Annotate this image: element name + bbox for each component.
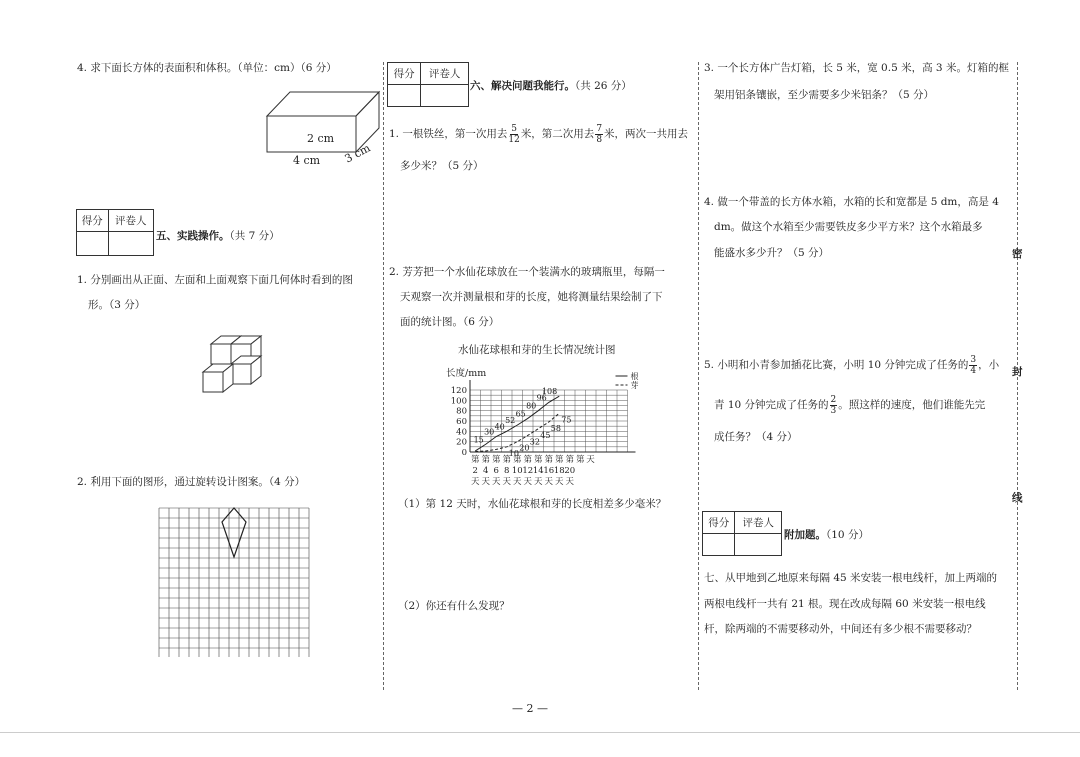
right-q5-line3: 成任务？（4 分） bbox=[714, 431, 798, 443]
chart-x-tick-prefix: 第 bbox=[491, 455, 501, 465]
grader-label: 评卷人 bbox=[108, 210, 153, 232]
chart-x-tick-prefix: 第 bbox=[481, 455, 491, 465]
chart-x-tick-prefix: 第 bbox=[565, 455, 575, 465]
root-point-label: 108 bbox=[541, 387, 558, 397]
score-label: 得分 bbox=[388, 63, 421, 85]
section6-heading bbox=[470, 78, 632, 93]
score-box-section6 bbox=[387, 62, 469, 107]
grader-label: 评卷人 bbox=[735, 512, 782, 534]
chart-ylabel: 长度/mm bbox=[446, 368, 487, 379]
root-point-label: 80 bbox=[526, 401, 537, 411]
cube-solid-figure bbox=[195, 330, 275, 405]
extra-heading bbox=[784, 527, 869, 542]
extra-title: 附加题。 bbox=[784, 529, 826, 541]
score-cell[interactable] bbox=[703, 534, 735, 556]
chart-x-tick-prefix: 第 bbox=[554, 455, 564, 465]
chart-x-tick-prefix: 第 bbox=[512, 455, 522, 465]
chart-x-tick-label: 8 bbox=[504, 466, 510, 476]
middle-q2-line1: 2. 芳芳把一个水仙花球放在一个装满水的玻璃瓶里，每隔一 bbox=[389, 266, 665, 278]
chart-y-tick-label: 40 bbox=[456, 427, 467, 438]
chart-x-tick-prefix: 第 bbox=[575, 455, 585, 465]
chart-x-tick-prefix: 第 bbox=[502, 455, 512, 465]
root-point-label: 40 bbox=[494, 422, 505, 432]
chart-x-tick-label: 6 bbox=[493, 466, 499, 476]
right-q3-line2: 架用铝条镶嵌，至少需要多少米铝条？（5 分） bbox=[714, 89, 935, 101]
seal-word-3: 线 bbox=[1012, 492, 1023, 504]
section5-title: 五、实践操作。 bbox=[156, 230, 230, 242]
chart-x-tick-label: 14 bbox=[532, 466, 544, 476]
bud-point-label: 75 bbox=[561, 415, 572, 425]
bud-point-label: 20 bbox=[519, 443, 530, 453]
score-cell[interactable] bbox=[77, 232, 109, 256]
chart-x-tick-suffix: 天 bbox=[502, 477, 512, 487]
chart-y-tick-label: 0 bbox=[461, 448, 467, 458]
middle-sub2: （2）你还有什么发现？ bbox=[398, 600, 510, 612]
chart-y-tick-label: 80 bbox=[456, 406, 467, 417]
middle-q1-line2: 多少米？（5 分） bbox=[400, 160, 484, 172]
legend-root-label: 根 bbox=[630, 372, 639, 381]
chart-x-tick-label: 4 bbox=[483, 466, 489, 476]
section5-heading bbox=[156, 228, 280, 243]
fraction-3-4: $\frac{3}{4}$ bbox=[970, 354, 977, 376]
chart-x-tick-label: 12 bbox=[522, 466, 534, 476]
cuboid-width-label: 3 cm bbox=[342, 141, 373, 166]
root-point-label: 15 bbox=[473, 435, 484, 445]
series-root-line bbox=[475, 396, 559, 451]
chart-x-tick-suffix: 天 bbox=[533, 477, 543, 487]
cuboid-figure bbox=[255, 80, 385, 170]
fraction-2-3: $\frac{2}{3}$ bbox=[830, 394, 837, 416]
bud-point-label: 10 bbox=[508, 448, 519, 458]
middle-sub1: （1）第 12 天时，水仙花球根和芽的长度相差多少毫米？ bbox=[398, 498, 667, 510]
growth-line-chart bbox=[440, 362, 655, 487]
grader-cell[interactable] bbox=[421, 85, 469, 107]
chart-x-tick-suffix: 天 bbox=[523, 477, 533, 487]
page-number: — 2 — bbox=[512, 702, 548, 715]
right-q3-line1: 3. 一个长方体广告灯箱，长 5 米，宽 0.5 米，高 3 米。灯箱的框 bbox=[704, 62, 1009, 74]
section6-points: （共 26 分） bbox=[575, 80, 632, 92]
right-q4-line1: 4. 做一个带盖的长方体水箱，水箱的长和宽都是 5 dm，高是 4 bbox=[704, 196, 999, 208]
score-label: 得分 bbox=[77, 210, 109, 232]
chart-x-tick-suffix: 天 bbox=[481, 477, 491, 487]
right-q7-line1: 七、从甲地到乙地原来每隔 45 米安装一根电线杆，加上两端的 bbox=[704, 572, 998, 584]
section6-title: 六、解决问题我能行。 bbox=[470, 80, 575, 92]
chart-x-tick-label: 2 bbox=[472, 466, 478, 476]
chart-x-tick-suffix: 天 bbox=[491, 477, 501, 487]
chart-x-tick-label: 18 bbox=[553, 466, 565, 476]
middle-q1-line1: 1. 一根铁丝，第一次用去 $\frac{5}{12}$ 米，第二次用去 $\frac{7}{8}$ 米，两次一共用去 bbox=[389, 123, 689, 145]
right-q7-line3: 杆，除两端的不需要移动外，中间还有多少根不需要移动？ bbox=[704, 623, 977, 635]
section5-points: （共 7 分） bbox=[229, 230, 280, 242]
fraction-7-8: $\frac{7}{8}$ bbox=[596, 123, 603, 145]
right-q5-line2: 青 10 分钟完成了任务的 $\frac{2}{3}$ 。照这样的速度，他们谁能先完 bbox=[714, 394, 986, 416]
chart-x-tick-label: 10 bbox=[511, 466, 523, 476]
cuboid-height-label: 2 cm bbox=[307, 132, 335, 145]
seal-word-1: 密 bbox=[1012, 248, 1023, 260]
chart-x-tick-prefix: 第 bbox=[470, 455, 480, 465]
seal-word-2: 封 bbox=[1012, 366, 1023, 378]
bud-point-label: 45 bbox=[540, 430, 551, 440]
column-divider-right bbox=[698, 62, 699, 690]
chart-x-tick-suffix: 天 bbox=[470, 477, 480, 487]
root-point-label: 52 bbox=[505, 416, 516, 426]
score-box-section5 bbox=[76, 209, 154, 256]
right-q5-line1: 5. 小明和小青参加插花比赛，小明 10 分钟完成了任务的 $\frac{3}{4}$ ，小 bbox=[704, 354, 1000, 376]
chart-x-tick-prefix: 第 bbox=[544, 455, 554, 465]
bottom-rule bbox=[0, 732, 1080, 733]
chart-x-tick-prefix: 第 bbox=[533, 455, 543, 465]
chart-y-tick-label: 100 bbox=[450, 396, 467, 407]
chart-x-tick-suffix: 天 bbox=[544, 477, 554, 487]
left-q2-text: 2. 利用下面的图形，通过旋转设计图案。（4 分） bbox=[77, 476, 306, 488]
bud-point-label: 32 bbox=[529, 437, 540, 447]
fraction-5-12: $\frac{5}{12}$ bbox=[508, 123, 520, 145]
bud-point-label: 58 bbox=[550, 424, 561, 434]
chart-x-tick-suffix: 天 bbox=[554, 477, 564, 487]
cuboid-length-label: 4 cm bbox=[293, 154, 321, 167]
root-point-label: 96 bbox=[536, 393, 547, 403]
score-cell[interactable] bbox=[388, 85, 421, 107]
right-q4-line3: 能盛水多少升？（5 分） bbox=[714, 247, 830, 259]
chart-x-tick-label: 16 bbox=[543, 466, 555, 476]
chart-y-tick-label: 60 bbox=[456, 417, 467, 427]
grader-label: 评卷人 bbox=[421, 63, 469, 85]
left-q4-text: 4. 求下面长方体的表面积和体积。（单位：cm）（6 分） bbox=[77, 62, 337, 74]
root-point-label: 30 bbox=[484, 427, 495, 437]
score-label: 得分 bbox=[703, 512, 735, 534]
chart-x-tick-label: 20 bbox=[564, 466, 576, 476]
legend-bud-label: 芽 bbox=[630, 381, 639, 390]
score-box-extra bbox=[702, 511, 782, 556]
chart-y-tick-label: 120 bbox=[450, 386, 467, 396]
rotation-grid[interactable] bbox=[158, 507, 310, 657]
extra-points: （10 分） bbox=[826, 529, 869, 541]
chart-x-tick-suffix: 天 bbox=[565, 477, 575, 487]
chart-x-tick-suffix: 天 bbox=[586, 455, 595, 465]
right-q7-line2: 两根电线杆一共有 21 根。现在改成每隔 60 米安装一根电线 bbox=[704, 598, 986, 610]
chart-x-tick-prefix: 第 bbox=[523, 455, 533, 465]
right-q4-line2: dm。做这个水箱至少需要铁皮多少平方米？这个水箱最多 bbox=[714, 221, 983, 233]
middle-q2-line3: 面的统计图。（6 分） bbox=[400, 316, 500, 328]
chart-x-tick-suffix: 天 bbox=[512, 477, 522, 487]
middle-q2-line2: 天观察一次并测量根和芽的长度，她将测量结果绘制了下 bbox=[400, 291, 663, 303]
kite-shape bbox=[222, 508, 246, 557]
grader-cell[interactable] bbox=[735, 534, 782, 556]
grader-cell[interactable] bbox=[108, 232, 153, 256]
chart-title: 水仙花球根和芽的生长情况统计图 bbox=[458, 344, 616, 356]
chart-y-tick-label: 20 bbox=[456, 437, 467, 448]
left-q1-line1: 1. 分别画出从正面、左面和上面观察下面几何体时看到的图 bbox=[77, 274, 353, 286]
root-point-label: 65 bbox=[515, 409, 526, 419]
left-q1-line2: 形。（3 分） bbox=[88, 299, 146, 311]
